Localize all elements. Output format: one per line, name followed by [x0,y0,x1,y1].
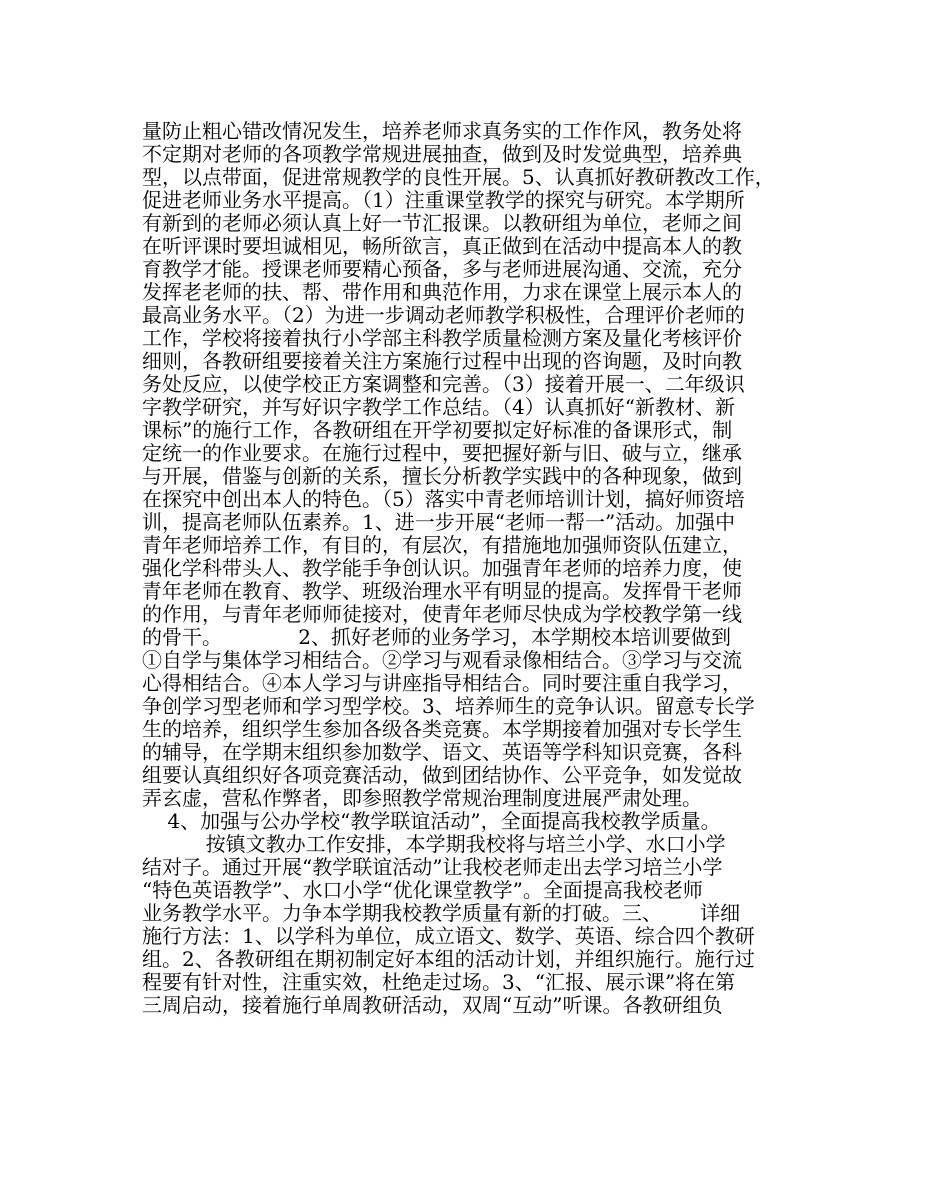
text-line: 三周启动，接着施行单周教研活动，双周“互动”听课。各教研组负 [142,993,723,1017]
text-line: 生的培养，组织学生参加各级各类竞赛。本学期接着加强对专长学生 [142,717,742,741]
text-line: 训，提高老师队伍素养。1、进一步开展“老师一帮一”活动。加强中 [142,510,736,534]
text-line: 型，以点带面，促进常规教学的良性开展。5、认真抓好教研教改工作， [142,165,775,189]
text-line: 业务教学水平。力争本学期我校教学质量有新的打破。三、 详细 [142,901,741,925]
text-line: 促进老师业务水平提高。（1）注重课堂教学的探究与研究。本学期所 [142,188,745,212]
text-line: ①自学与集体学习相结合。②学习与观看录像相结合。③学习与交流 [142,648,742,672]
text-line: 施行方法：1、以学科为单位，成立语文、数学、英语、综合四个教研 [142,924,755,948]
text-line: 定统一的作业要求。在施行过程中，要把握好新与旧、破与立，继承 [142,441,742,465]
text-line: 青年老师在教育、教学、班级治理水平有明显的提高。发挥骨干老师 [142,579,742,603]
document-body [142,120,822,1017]
text-line: 组。2、各教研组在期初制定好本组的活动计划，并组织施行。施行过 [142,947,755,971]
text-line: 细则，各教研组要接着关注方案施行过程中出现的咨询题，及时向教 [142,349,742,373]
text-line: “特色英语教学”、水口小学“优化课堂教学”。全面提高我校老师 [142,878,703,902]
text-line: 与开展，借鉴与创新的关系，擅长分析教学实践中的各种现象，做到 [142,464,742,488]
text-line: 弄玄虚，营私作弊者，即参照教学常规治理制度进展严肃处理。 [142,786,702,810]
text-line: 育教学才能。授课老师要精心预备，多与老师进展沟通、交流，充分 [142,257,742,281]
text-line: 强化学科带头人、教学能手争创认识。加强青年老师的培养力度，使 [142,556,742,580]
text-line: 的骨干。 2、抓好老师的业务学习，本学期校本培训要做到 [142,625,732,649]
text-line: 按镇文教办工作安排，本学期我校将与培兰小学、水口小学 [142,832,726,856]
text-line: 4、加强与公办学校“教学联谊活动”，全面提高我校教学质量。 [142,809,721,833]
text-line: 的作用，与青年老师师徒接对，使青年老师尽快成为学校教学第一线 [142,602,742,626]
text-line: 结对子。通过开展“教学联谊活动”让我校老师走出去学习培兰小学 [142,855,723,879]
text-line: 程要有针对性，注重实效，杜绝走过场。3、“汇报、展示课”将在第 [142,970,736,994]
text-line: 在听评课时要坦诚相见，畅所欲言，真正做到在活动中提高本人的教 [142,234,742,258]
text-line: 课标”的施行工作，各教研组在开学初要拟定好标准的备课形式，制 [142,418,733,442]
text-line: 务处反应，以使学校正方案调整和完善。（3）接着开展一、二年级识 [142,372,745,396]
text-line: 心得相结合。④本人学习与讲座指导相结合。同时要注重自我学习， [142,671,742,695]
text-line: 工作，学校将接着执行小学部主科教学质量检测方案及量化考核评价 [142,326,742,350]
text-line: 有新到的老师必须认真上好一节汇报课。以教研组为单位，老师之间 [142,211,742,235]
text-line: 字教学研究，并写好识字教学工作总结。（4）认真抓好“新教材、新 [142,395,735,419]
text-line: 组要认真组织好各项竞赛活动，做到团结协作、公平竞争，如发觉故 [142,763,742,787]
text-line: 在探究中创出本人的特色。（5）落实中青老师培训计划，搞好师资培 [142,487,745,511]
text-line: 最高业务水平。（2）为进一步调动老师教学积极性，合理评价老师的 [142,303,745,327]
text-line: 不定期对老师的各项教学常规进展抽查，做到及时发觉典型，培养典 [142,142,742,166]
text-line: 的辅导，在学期末组织参加数学、语文、英语等学科知识竞赛，各科 [142,740,742,764]
text-line: 青年老师培养工作，有目的，有层次，有措施地加强师资队伍建立， [142,533,742,557]
text-line: 量防止粗心错改情况发生，培养老师求真务实的工作作风，教务处将 [142,119,742,143]
text-line: 争创学习型老师和学习型学校。3、培养师生的竞争认识。留意专长学 [142,694,755,718]
text-line: 发挥老老师的扶、帮、带作用和典范作用，力求在课堂上展示本人的 [142,280,742,304]
